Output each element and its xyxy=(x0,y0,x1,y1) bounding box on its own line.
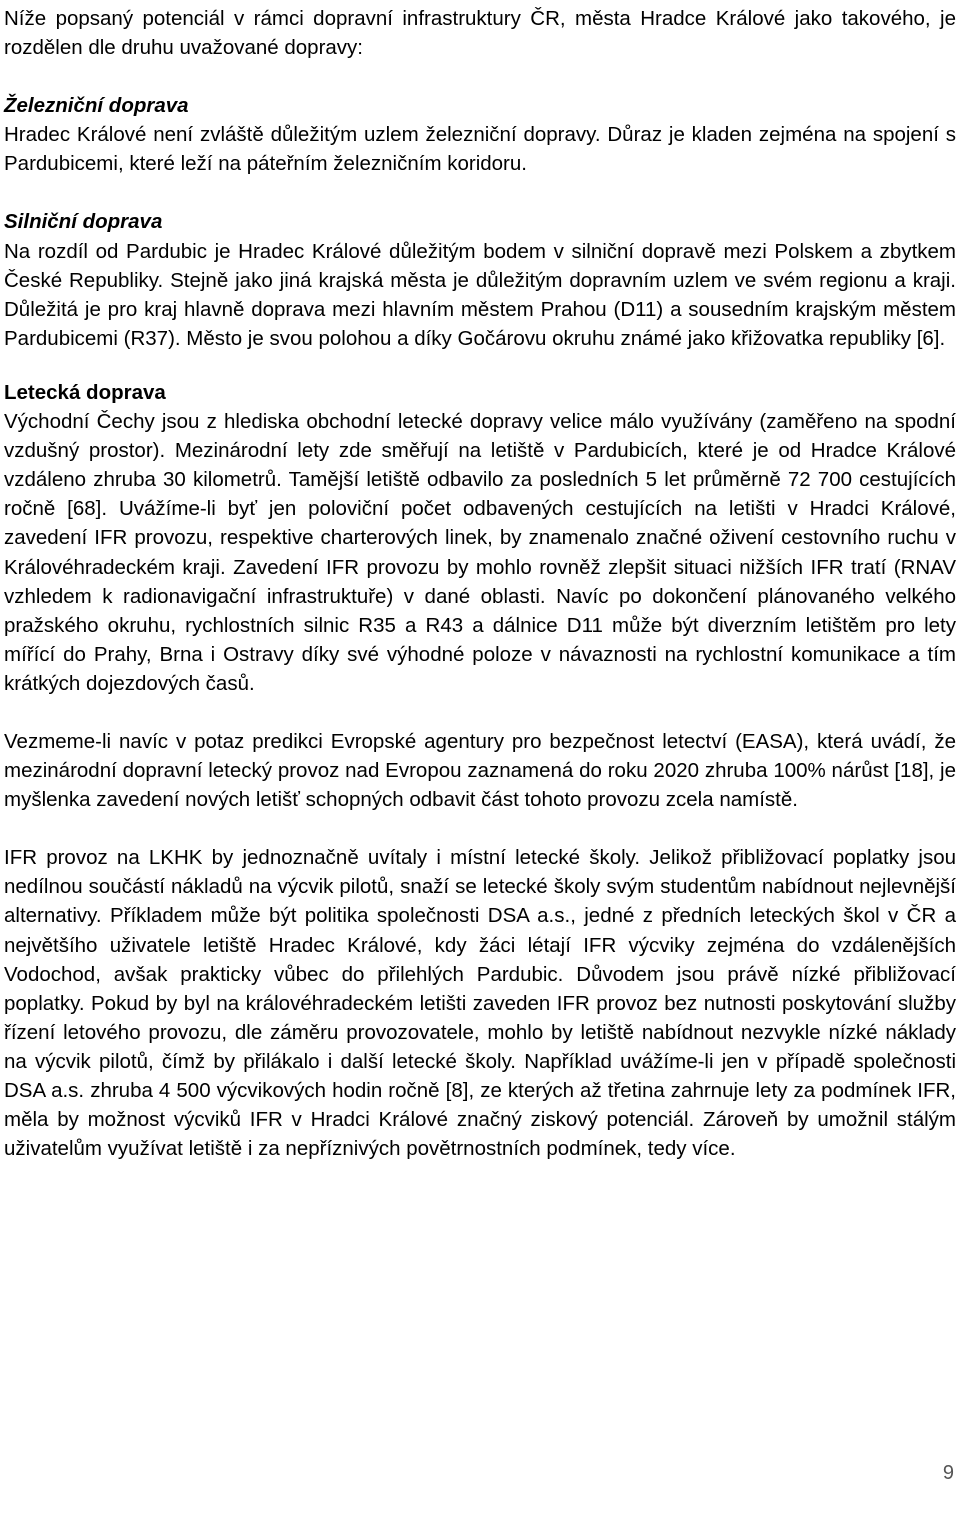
paragraph-flight-schools: IFR provoz na LKHK by jednoznačně uvítaly i místní letecké školy. Jelikož přibližovací poplatky jsou nedílnou součástí nákladů na výcvik pilotů, snaží se letecké školy svým studentům nabídnout nejlevnější alternativy. Příkladem může být politika společnosti DSA a.s., jedné z předních leteckých škol v ČR a největšího uživatele letiště Hradec Králové, kdy žáci létají IFR výcviky zejména do vzdálenějších Vodochod, avšak prakticky vůbec do přilehlých Pardubic. Důvodem jsou právě nízké přibližovací poplatky. Pokud by byl na královéhradeckém letišti zaveden IFR provoz bez nutnosti poskytování služby řízení letového provozu, dle záměru provozovatele, mohlo by letiště nabídnout nezvykle nízké náklady na výcvik pilotů, čímž by přilákalo i další letecké školy. Například uvážíme-li jen v případě společnosti DSA a.s. zhruba 4 500 výcvikových hodin ročně [8], ze kterých až třetina zahrnuje lety za podmínek IFR, měla by možnost výcviků IFR v Hradci Králové značný ziskový potenciál. Zároveň by umožnil stálým uživatelům využívat letiště i za nepříznivých povětrnostních podmínek, tedy více. xyxy=(4,846,956,1161)
page-number: 9 xyxy=(942,1462,954,1484)
intro-paragraph: Níže popsaný potenciál v rámci dopravní infrastruktury ČR, města Hradce Králové jako takového, je rozdělen dle druhu uvažované dopravy: xyxy=(4,7,956,60)
paragraph-easa: Vezmeme-li navíc v potaz predikci Evropské agentury pro bezpečnost letectví (EASA), která uvádí, že mezinárodní dopravní letecký provoz nad Evropou zaznamená do roku 2020 zhruba 100% nárůst [18], je myšlenka zavedení nových letišť schopných odbavit část tohoto provozu zcela namístě. xyxy=(4,729,956,812)
section-heading-air: Letecká doprava xyxy=(4,380,166,404)
section-body-rail: Hradec Králové není zvláště důležitým uzlem železniční dopravy. Důraz je kladen zejména na spojení s Pardubicemi, které leží na páteřním železničním koridoru. xyxy=(4,123,956,176)
section-body-air: Východní Čechy jsou z hlediska obchodní letecké dopravy velice málo využívány (zaměřeno na spodní vzdušný prostor). Mezinárodní lety zde směřují na letiště v Pardubicích, které je od Hradce Králové vzdáleno zhruba 30 kilometrů. Tamější letiště odbavilo za posledních 5 let průměrně 72 700 cestujících ročně [68]. Uvážíme-li byť jen poloviční počet odbavených cestujících na letišti v Hradci Králové, zavedení IFR provozu, respektive charterových linek, by znamenalo značné oživení cestovního ruchu v Královéhradeckém kraji. Zavedení IFR provozu by mohlo rovněž zlepšit situaci nižších IFR tratí (RNAV vzhledem k radionavigační infrastruktuře) v dané oblasti. Navíc po dokončení plánovaného velkého pražského okruhu, rychlostních silnic R35 a R43 a dálnice D11 může být diverzním letištěm pro lety mířící do Prahy, Brna i Ostravy díky své výhodné poloze v návaznosti na rychlostní komunikace a tím krátkých dojezdových časů. xyxy=(4,410,956,695)
document-page xyxy=(4,4,956,1163)
section-body-road: Na rozdíl od Pardubic je Hradec Králové důležitým bodem v silniční dopravě mezi Polskem a zbytkem České Republiky. Stejně jako jiná krajská města je důležitým dopravním uzlem ve svém regionu a kraji. Důležitá je pro kraj hlavně doprava mezi hlavním městem Prahou (D11) a sousedním krajským městem Pardubicemi (R37). Město je svou polohou a díky Gočárovu okruhu známé jako křižovatka republiky [6]. xyxy=(4,239,956,350)
section-heading-rail: Železniční doprava xyxy=(4,94,189,118)
section-heading-road: Silniční doprava xyxy=(4,210,163,234)
